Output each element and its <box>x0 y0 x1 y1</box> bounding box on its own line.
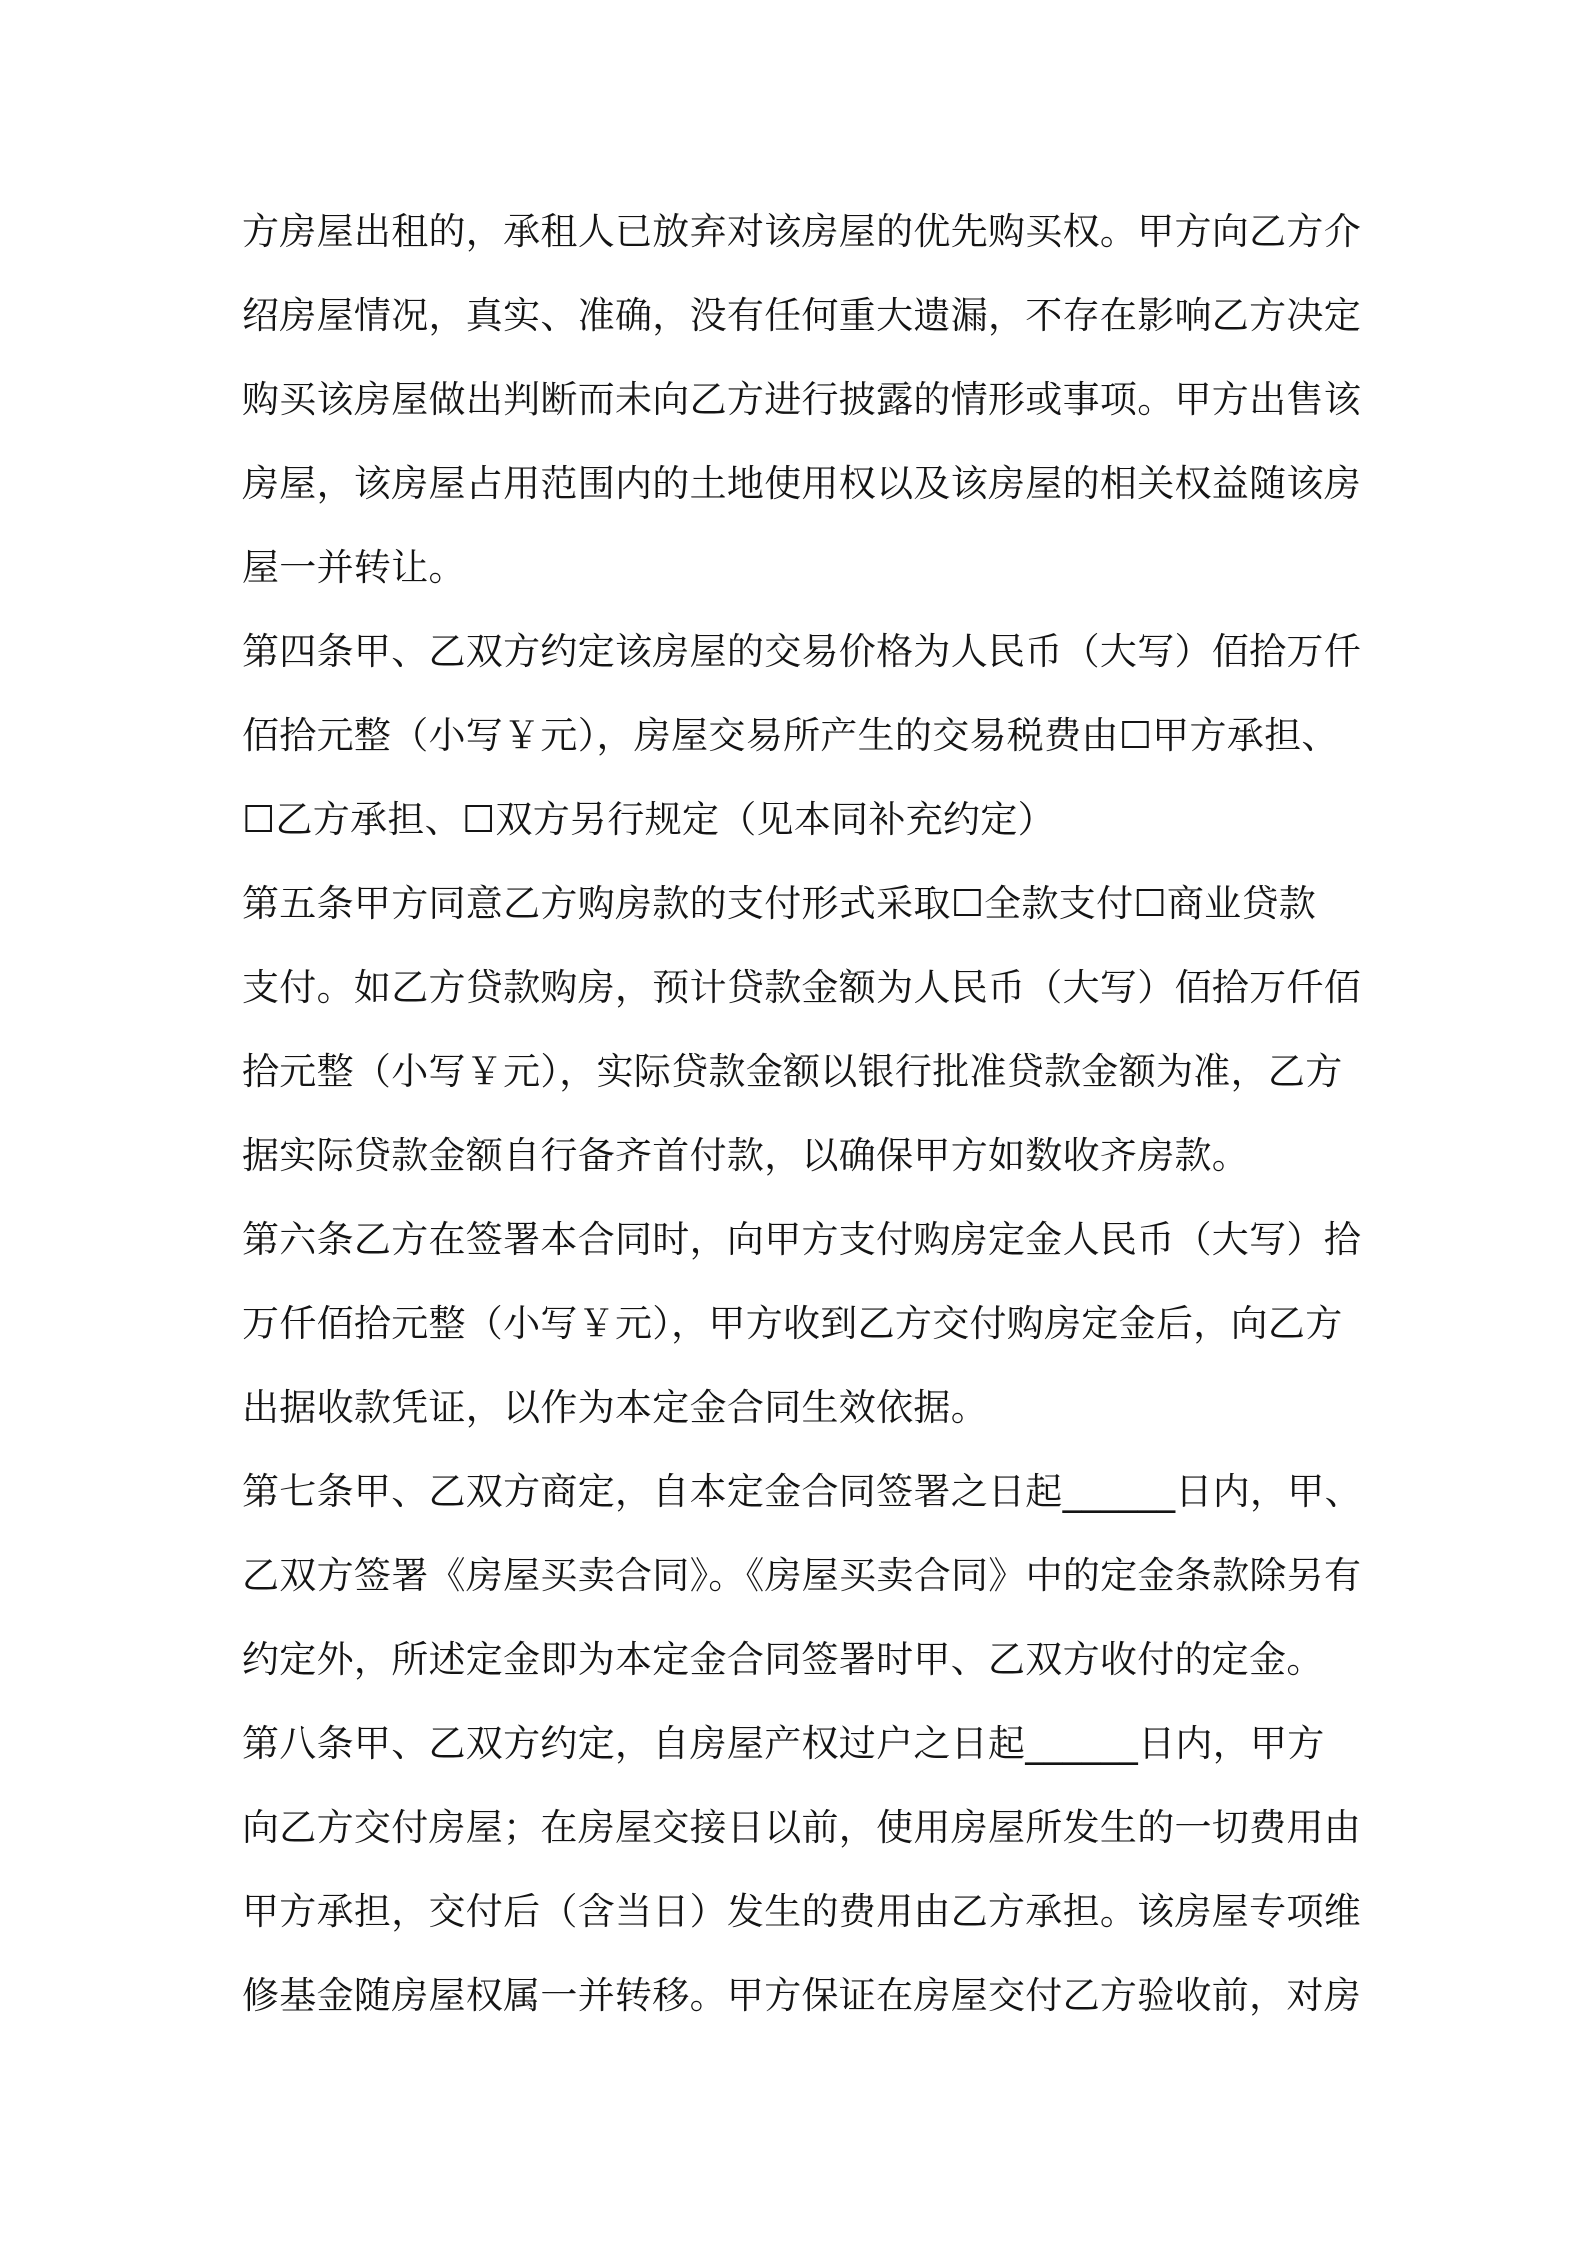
article-6-line: 第六条乙方在签署本合同时，向甲方支付购房定金人民币（大写）拾 <box>242 1218 1361 1261</box>
text-line: 出据收款凭证，以作为本定金合同生效依据。 <box>242 1386 988 1429</box>
contract-text-block <box>242 190 1362 2038</box>
text-line: 向乙方交付房屋；在房屋交接日以前，使用房屋所发生的一切费用由 <box>242 1806 1361 1849</box>
text-line: 方房屋出租的，承租人已放弃对该房屋的优先购买权。甲方向乙方介 <box>242 210 1361 253</box>
text-line: 绍房屋情况，真实、准确，没有任何重大遗漏，不存在影响乙方决定 <box>242 294 1361 337</box>
text-line: 据实际贷款金额自行备齐首付款，以确保甲方如数收齐房款。 <box>242 1134 1250 1177</box>
text-line: 修基金随房屋权属一并转移。甲方保证在房屋交付乙方验收前，对房 <box>242 1974 1361 2017</box>
text-line: 购买该房屋做出判断而未向乙方进行披露的情形或事项。甲方出售该 <box>242 378 1361 421</box>
text-line: 甲方承担，交付后（含当日）发生的费用由乙方承担。该房屋专项维 <box>242 1890 1361 1933</box>
article-4-line: 第四条甲、乙双方约定该房屋的交易价格为人民币（大写）佰拾万仟 <box>242 630 1361 673</box>
text-line: 房屋，该房屋占用范围内的土地使用权以及该房屋的相关权益随该房 <box>242 462 1361 505</box>
text-line: ☐乙方承担、☐双方另行规定（见本同补充约定） <box>242 798 1055 841</box>
text-line: 屋一并转让。 <box>242 546 466 589</box>
text-line: 支付。如乙方贷款购房，预计贷款金额为人民币（大写）佰拾万仟佰 <box>242 966 1361 1009</box>
article-7-line: 第七条甲、乙双方商定，自本定金合同签署之日起______日内，甲、 <box>242 1470 1362 1513</box>
text-line: 万仟佰拾元整（小写￥元），甲方收到乙方交付购房定金后，向乙方 <box>242 1302 1343 1345</box>
text-line: 乙双方签署《房屋买卖合同》。《房屋买卖合同》中的定金条款除另有 <box>242 1554 1362 1597</box>
article-8-line: 第八条甲、乙双方约定，自房屋产权过户之日起______日内，甲方 <box>242 1722 1325 1765</box>
text-line: 拾元整（小写￥元），实际贷款金额以银行批准贷款金额为准，乙方 <box>242 1050 1343 1093</box>
text-line: 佰拾元整（小写￥元），房屋交易所产生的交易税费由☐甲方承担、 <box>242 714 1339 757</box>
article-5-line: 第五条甲方同意乙方购房款的支付形式采取☐全款支付☐商业贷款 <box>242 882 1317 925</box>
text-line: 约定外，所述定金即为本定金合同签署时甲、乙双方收付的定金。 <box>242 1638 1324 1681</box>
